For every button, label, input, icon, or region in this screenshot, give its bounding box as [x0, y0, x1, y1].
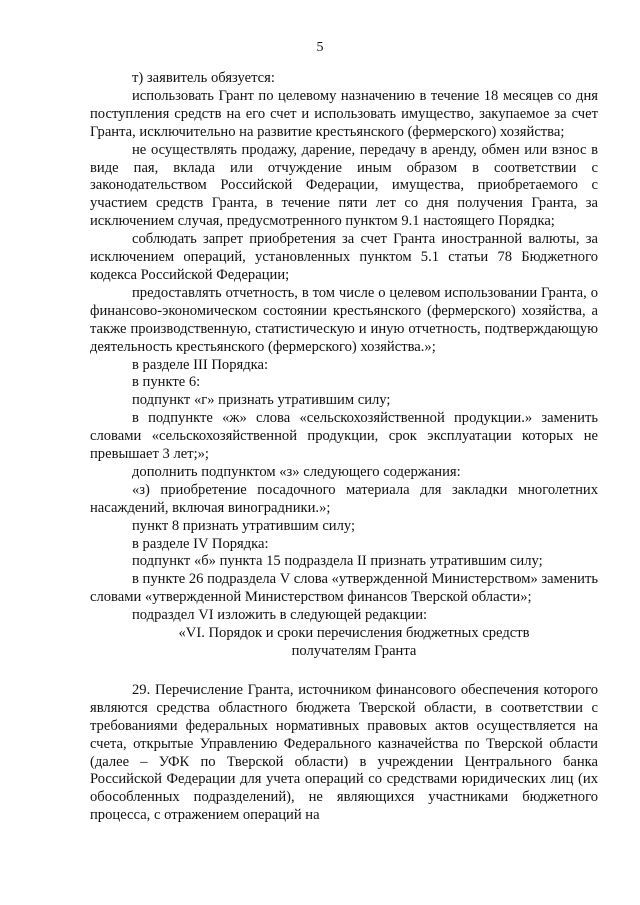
paragraph-no-sale: не осуществлять продажу, дарение, передачу в аренду, обмен или взнос в виде пая, вклада или отчуждение иным образом в соответствии с законодательством Российской Федерации, имущества, приобретаемого с участием средств Гранта, в течение пяти лет со дня получения Гранта, за исключением случая, предусмотренного пунктом 9.1 настоящего Порядка;: [90, 141, 598, 230]
paragraph-currency-ban: соблюдать запрет приобретения за счет Гранта иностранной валюты, за исключением операций, установленных пунктом 5.1 статьи 78 Бюджетного кодекса Российской Федерации;: [90, 231, 598, 283]
paragraph-reporting: предоставлять отчетность, в том числе о целевом использовании Гранта, о финансово-экономическом состоянии крестьянского (фермерского) хозяйства, а также производственную, статистическую и иную отчетность, подтверждающую деятельность крестьянского (фермерского) хозяйства.»;: [90, 284, 598, 355]
paragraph-item-6: в пункте 6:: [132, 374, 201, 391]
paragraph-subitem-b: подпункт «б» пункта 15 подраздела II признать утратившим силу;: [132, 553, 543, 570]
section-title-line-2: получателям Гранта: [291, 643, 417, 659]
paragraph-add-subitem-z: дополнить подпунктом «з» следующего содержания:: [132, 463, 461, 480]
paragraph-section-4: в разделе IV Порядка:: [132, 535, 269, 552]
paragraph-subitem-zh: в подпункте «ж» слова «сельскохозяйственной продукции.» заменить словами «сельскохозяйственной продукции, срок эксплуатации которых не превышает 3 лет;»;: [90, 410, 598, 463]
paragraph-subitem-g: подпункт «г» признать утратившим силу;: [132, 392, 391, 409]
paragraph-section-3: в разделе III Порядка:: [132, 356, 269, 373]
paragraph-obligations-intro: т) заявитель обязуется:: [132, 70, 275, 86]
paragraph-subsection-6: подраздел VI изложить в следующей редакции:: [132, 607, 428, 624]
paragraph-use-grant: использовать Грант по целевому назначению в течение 18 месяцев со дня поступления средств на его счет и использовать имущество, закупаемое за счет Гранта, исключительно на развитие крестьянского (фермерского) хозяйства;: [90, 87, 598, 140]
page-number: 5: [316, 40, 324, 55]
paragraph-item-29: 29. Перечисление Гранта, источником финансового обеспечения которого являются средства областного бюджета Тверской области, в соответствии с требованиями федеральных нормативных правовых актов осуществляется на счета, открытые Управлению Федерального казначейства по Тверской области (далее – УФК по Тверской области) в учреждении Центрального банка Российской Федерации для учета операций со средствами юридических лиц (их обособленных подразделений), не являющихся участниками бюджетного процесса, с отражением операций на: [90, 681, 598, 824]
section-title-line-1: «VI. Порядок и сроки перечисления бюджетных средств: [178, 625, 530, 642]
paragraph-subitem-z-text: «з) приобретение посадочного материала для закладки многолетних насаждений, включая виноградники.»;: [90, 481, 598, 516]
paragraph-item-26: в пункте 26 подраздела V слова «утвержденной Министерством» заменить словами «утвержденной Министерством финансов Тверской области»;: [90, 571, 599, 606]
paragraph-item-8: пункт 8 признать утратившим силу;: [132, 517, 356, 534]
document-body: [90, 70, 598, 825]
